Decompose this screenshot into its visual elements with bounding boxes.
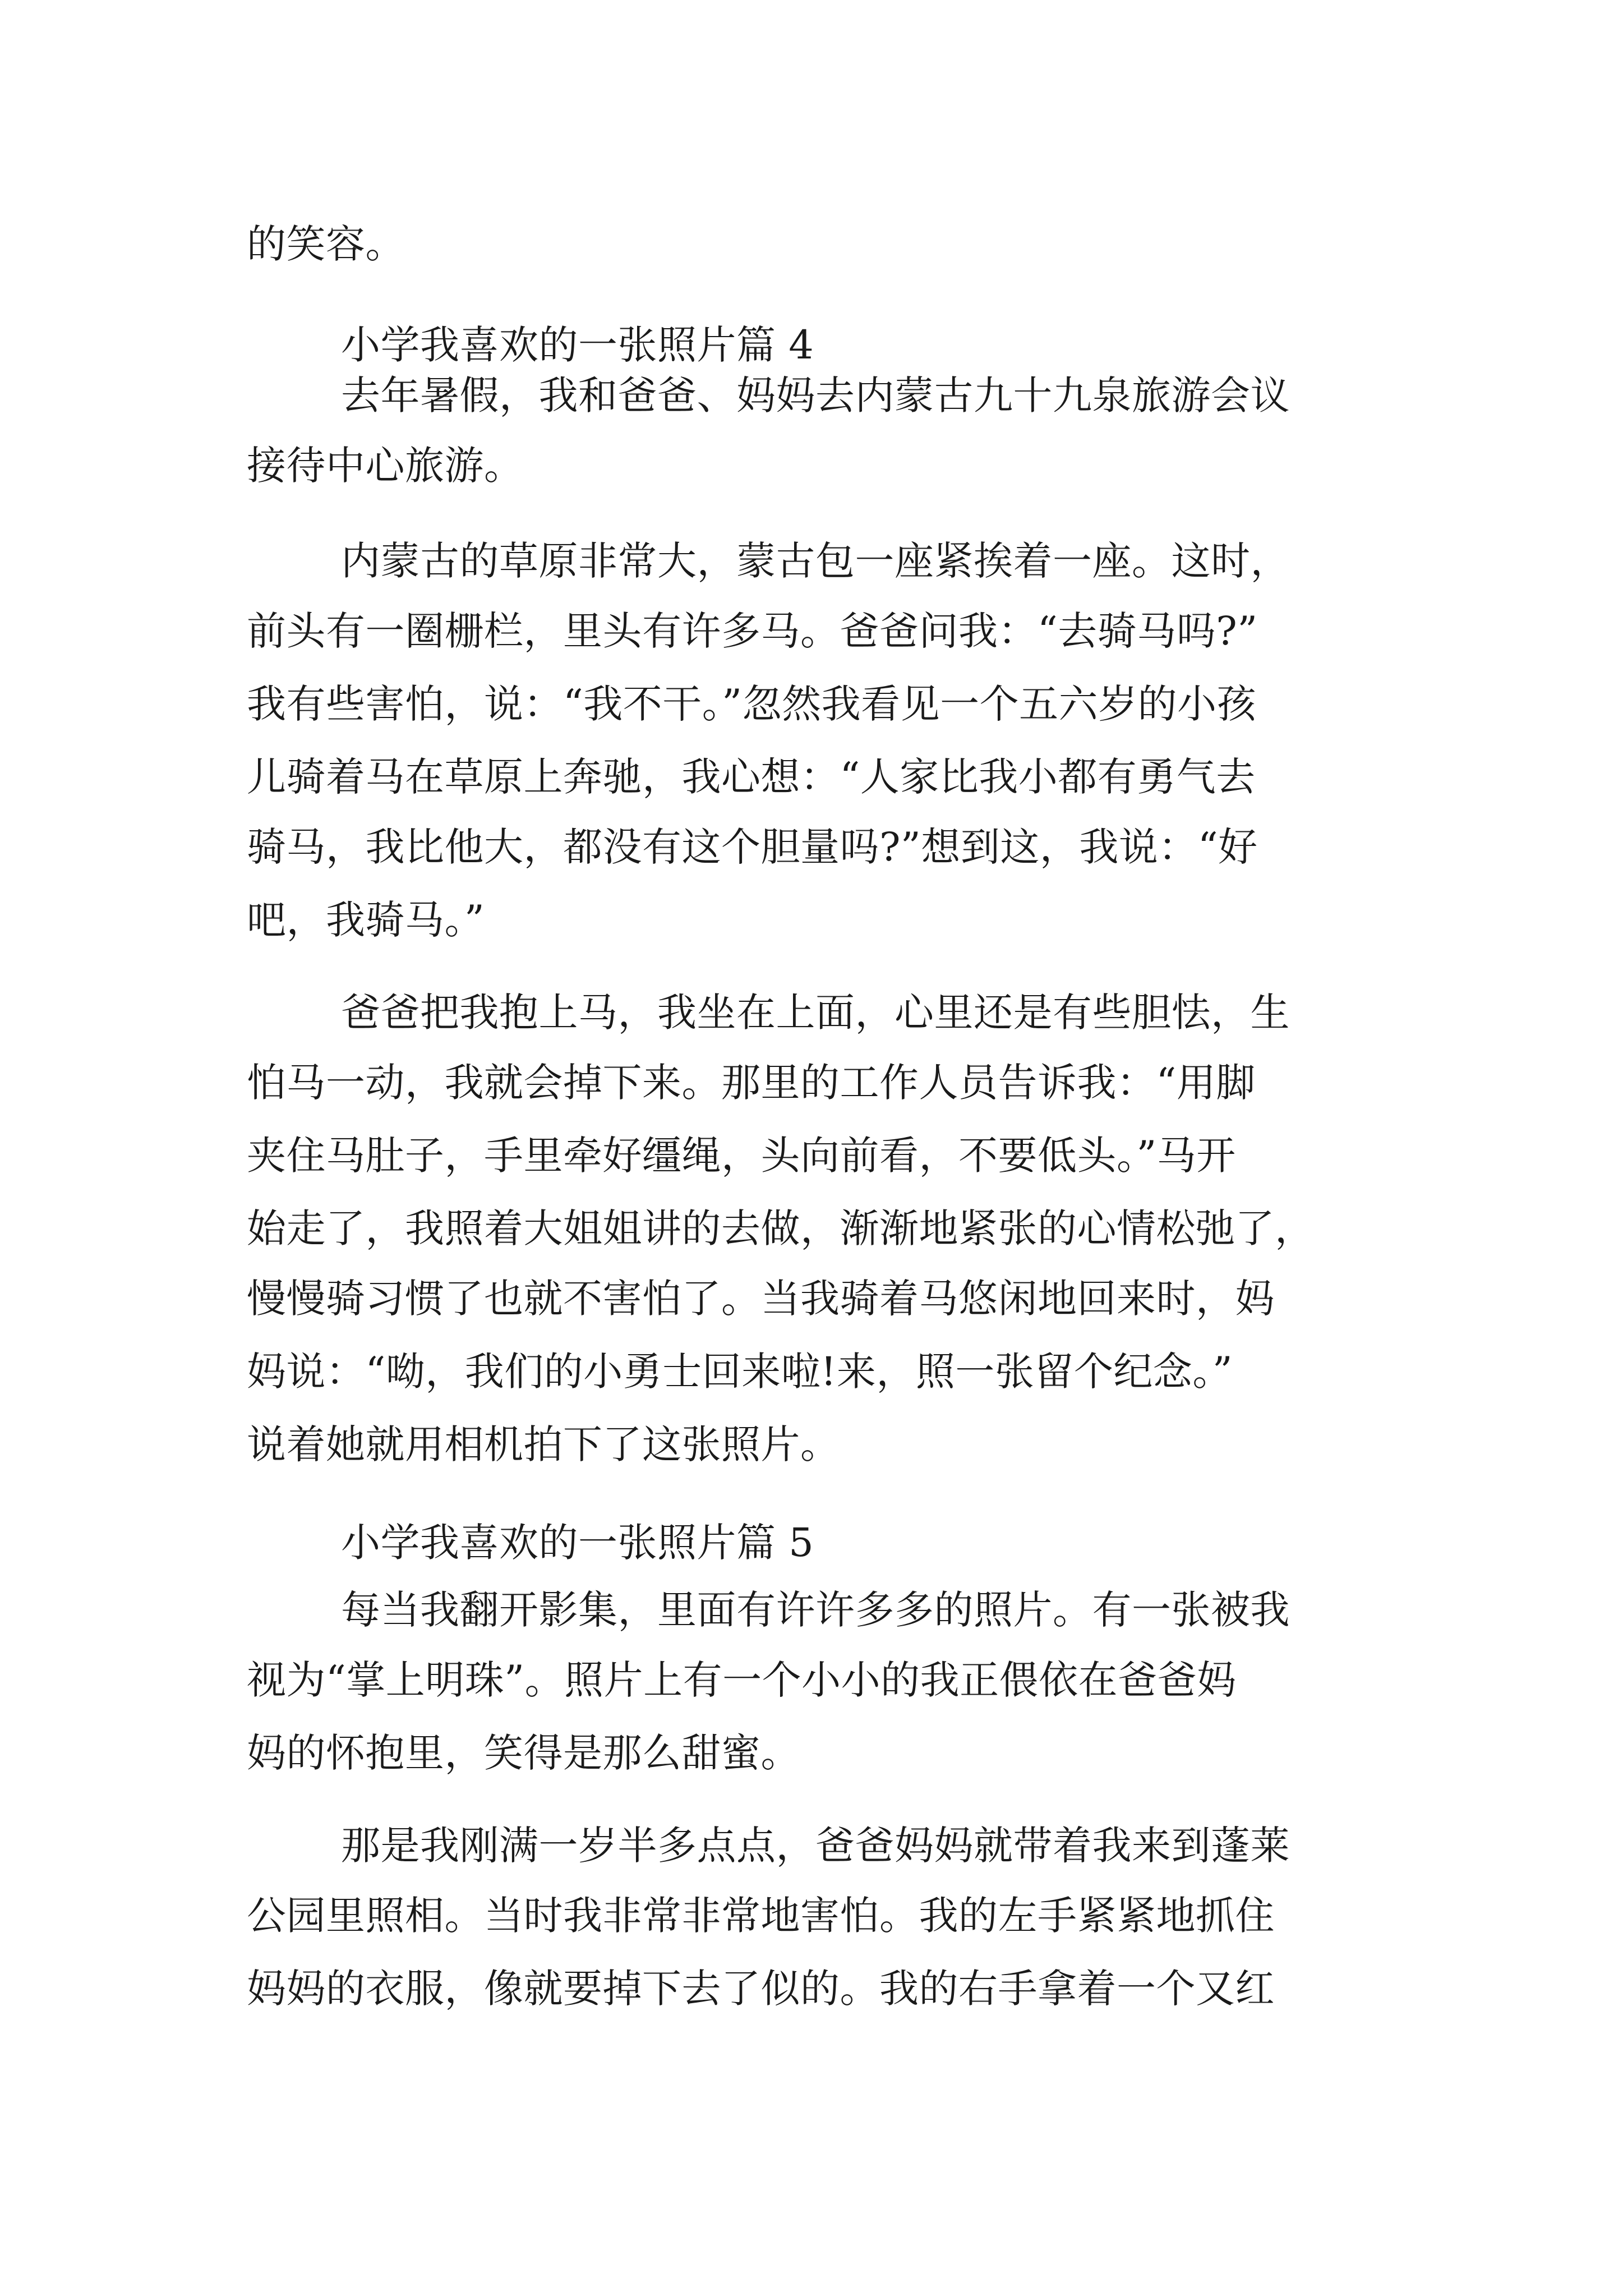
section-heading: 小学我喜欢的一张照片篇 5 [341, 1520, 814, 1566]
text-line: 妈说：“呦，我们的小勇士回来啦!来，照一张留个纪念。” [247, 1349, 1233, 1395]
text-line: 吧，我骑马。” [247, 897, 485, 943]
text-line: 每当我翻开影集，里面有许许多多的照片。有一张被我 [341, 1587, 1290, 1633]
text-line: 夹住马肚子，手里牵好缰绳，头向前看，不要低头。”马开 [247, 1133, 1236, 1179]
text-line: 内蒙古的草原非常大，蒙古包一座紧挨着一座。这时， [341, 538, 1290, 584]
text-line: 我有些害怕，说：“我不干。”忽然我看见一个五六岁的小孩 [247, 681, 1257, 727]
text-line: 爸爸把我抱上马，我坐在上面，心里还是有些胆怯，生 [341, 990, 1290, 1036]
text-line: 妈妈的衣服，像就要掉下去了似的。我的右手拿着一个又红 [247, 1966, 1275, 2012]
section-heading: 小学我喜欢的一张照片篇 4 [341, 322, 814, 368]
text-line: 说着她就用相机拍下了这张照片。 [247, 1421, 840, 1467]
text-line: 怕马一动，我就会掉下来。那里的工作人员告诉我：“用脚 [247, 1060, 1256, 1106]
text-line: 妈的怀抱里，笑得是那么甜蜜。 [247, 1730, 800, 1776]
text-line: 儿骑着马在草原上奔驰，我心想：“人家比我小都有勇气去 [247, 754, 1256, 800]
text-line: 接待中心旅游。 [247, 443, 524, 489]
text-line: 公园里照相。当时我非常非常地害怕。我的左手紧紧地抓住 [247, 1893, 1275, 1939]
text-line: 骑马，我比他大，都没有这个胆量吗?”想到这，我说：“好 [247, 824, 1258, 870]
text-line: 始走了，我照着大姐姐讲的去做，渐渐地紧张的心情松弛了， [247, 1205, 1315, 1251]
text-line: 视为“掌上明珠”。照片上有一个小小的我正偎依在爸爸妈 [247, 1657, 1237, 1703]
text-line: 慢慢骑习惯了也就不害怕了。当我骑着马悠闲地回来时，妈 [247, 1276, 1275, 1322]
text-line: 去年暑假，我和爸爸、妈妈去内蒙古九十九泉旅游会议 [341, 372, 1290, 418]
text-line: 那是我刚满一岁半多点点，爸爸妈妈就带着我来到蓬莱 [341, 1823, 1290, 1869]
text-line: 的笑容。 [247, 221, 405, 267]
text-line: 前头有一圈栅栏，里头有许多马。爸爸问我：“去骑马吗?” [247, 608, 1258, 654]
